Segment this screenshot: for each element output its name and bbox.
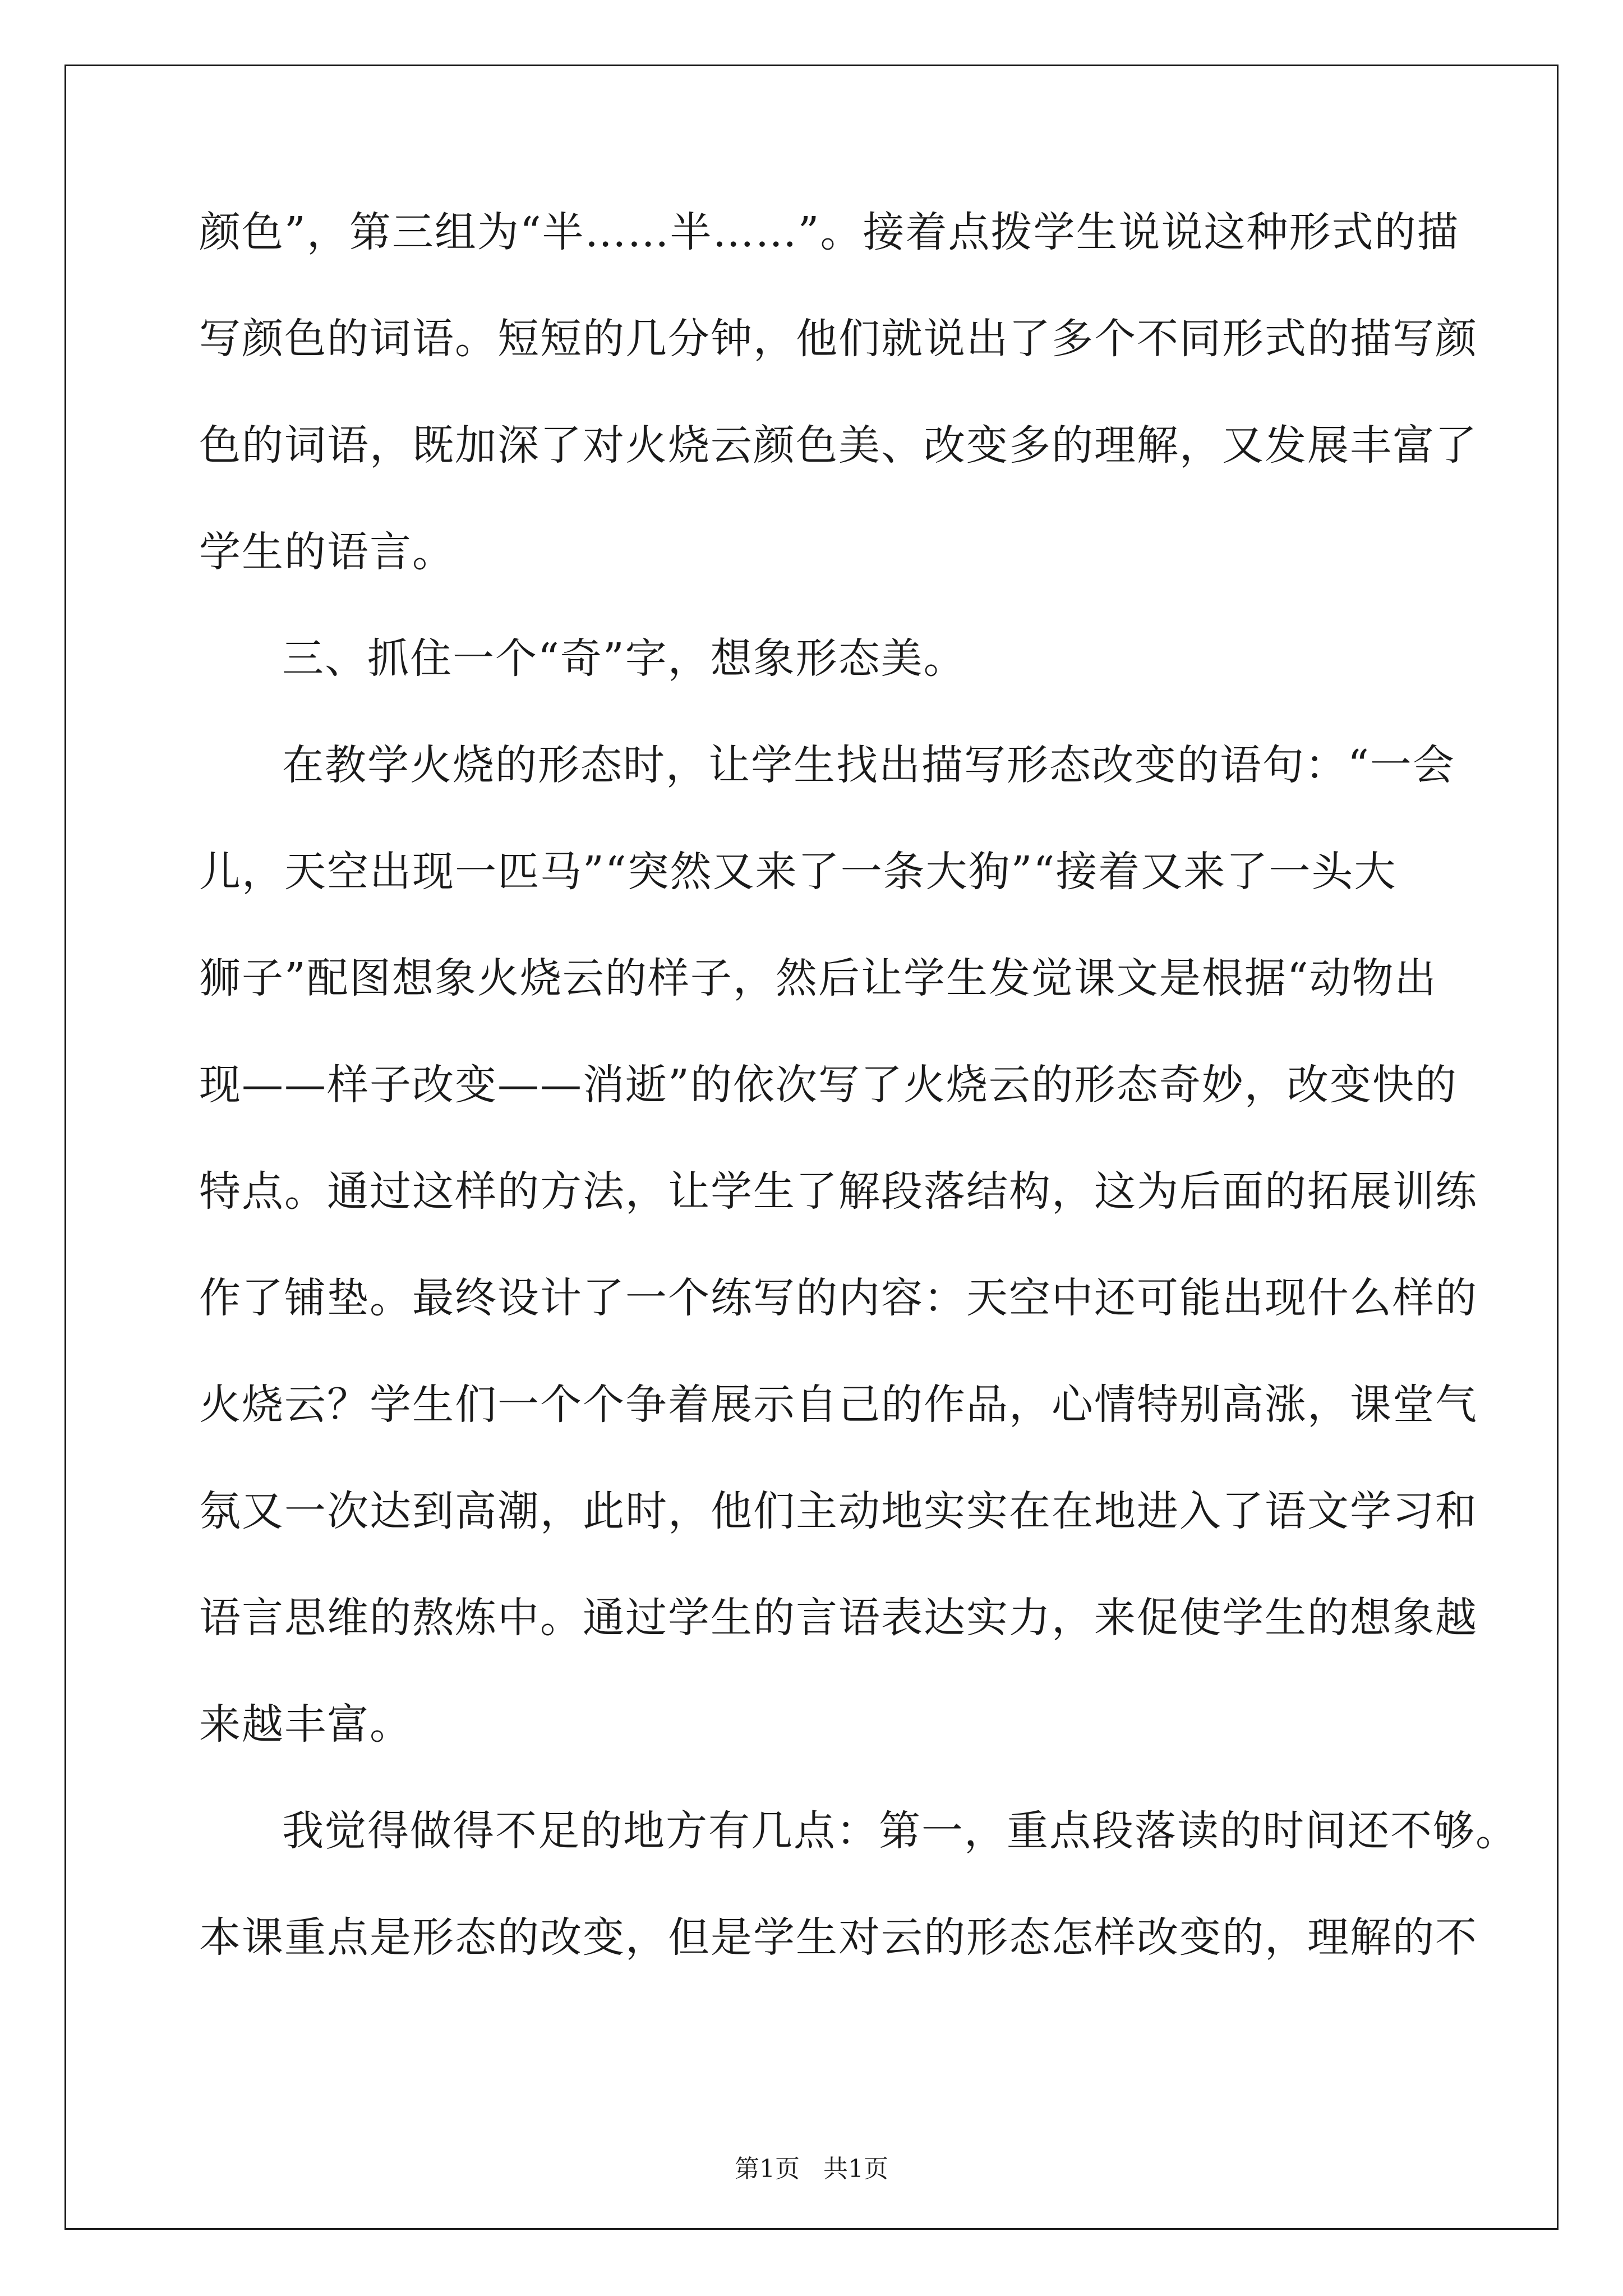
section-heading: 三、抓住一个“奇”字，想象形态美。 bbox=[282, 634, 966, 683]
text-line: 作了铺垫。最终设计了一个练写的内容：天空中还可能出现什么样的 bbox=[199, 1274, 1478, 1322]
text-line: 儿，天空出现一匹马”“突然又来了一条大狗”“接着又来了一头大 bbox=[199, 848, 1397, 896]
text-line: 来越丰富。 bbox=[199, 1700, 412, 1749]
text-line: 在教学火烧的形态时，让学生找出描写形态改变的语句：“一会 bbox=[282, 741, 1455, 789]
text-line: 火烧云？学生们一个个争着展示自己的作品，心情特别高涨，课堂气 bbox=[199, 1381, 1478, 1429]
text-line: 本课重点是形态的改变，但是学生对云的形态怎样改变的，理解的不 bbox=[199, 1913, 1478, 1962]
page-footer: 第1页 共1页 bbox=[735, 2155, 888, 2183]
text-line: 特点。通过这样的方法，让学生了解段落结构，这为后面的拓展训练 bbox=[199, 1167, 1478, 1216]
text-line: 狮子”配图想象火烧云的样子，然后让学生发觉课文是根据“动物出 bbox=[199, 954, 1437, 1002]
text-line: 我觉得做得不足的地方有几点：第一，重点段落读的时间还不够。 bbox=[282, 1807, 1518, 1855]
text-line: 学生的语言。 bbox=[199, 528, 455, 576]
text-line: 氛又一次达到高潮，此时，他们主动地实实在在地进入了语文学习和 bbox=[199, 1487, 1478, 1535]
text-line: 语言思维的熬炼中。通过学生的言语表达实力，来促使学生的想象越 bbox=[199, 1594, 1478, 1642]
text-line: 颜色”，第三组为“半……半……”。接着点拨学生说说这种形式的描 bbox=[199, 208, 1460, 256]
text-line: 现——样子改变——消逝”的依次写了火烧云的形态奇妙，改变快的 bbox=[199, 1061, 1458, 1109]
text-line: 写颜色的词语。短短的几分钟，他们就说出了多个不同形式的描写颜 bbox=[199, 315, 1478, 363]
text-line: 色的词语，既加深了对火烧云颜色美、改变多的理解，又发展丰富了 bbox=[199, 421, 1478, 470]
